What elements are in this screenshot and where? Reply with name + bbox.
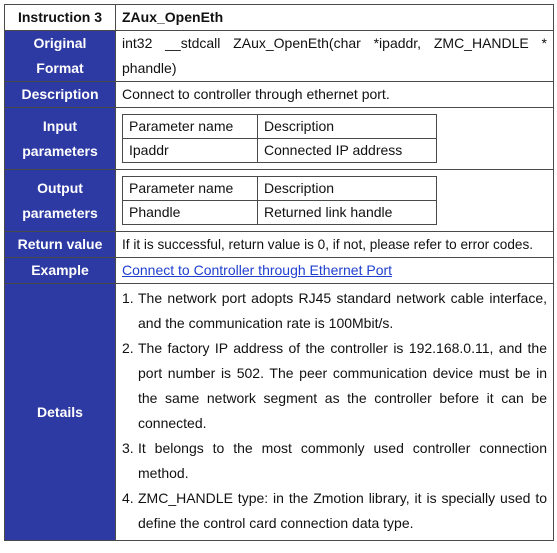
output-parameters-label: [5, 170, 116, 232]
output-parameters-table: [122, 176, 437, 225]
format-label-line1: Original: [33, 35, 87, 51]
output-header-description: Description: [258, 177, 437, 201]
output-param-name: Phandle: [123, 201, 258, 225]
output-parameters-row: [5, 170, 554, 232]
input-label-line2: parameters: [22, 142, 98, 159]
details-label: Details: [5, 284, 116, 541]
details-row: [5, 284, 554, 541]
details-item-text: It belongs to the most commonly used controller connection method.: [138, 440, 547, 481]
output-parameters-cell: [116, 170, 554, 232]
input-header-description: Description: [258, 115, 437, 139]
description-label: Description: [5, 82, 116, 108]
details-cell: [116, 284, 554, 541]
example-row: [5, 258, 554, 284]
input-header-name: Parameter name: [123, 115, 258, 139]
input-parameters-row: [5, 108, 554, 170]
format-row: [5, 31, 554, 82]
details-item: [122, 486, 547, 536]
details-item-number: 4.: [122, 490, 134, 506]
input-header-row: [123, 115, 437, 139]
description-row: [5, 82, 554, 108]
example-cell: [116, 258, 554, 284]
input-param-description: Connected IP address: [258, 139, 437, 163]
details-item: [122, 336, 547, 436]
details-item: [122, 436, 547, 486]
details-item-number: 1.: [122, 290, 134, 306]
details-item: [122, 286, 547, 336]
input-label-line1: Input: [42, 117, 78, 134]
example-link[interactable]: Connect to Controller through Ethernet Port: [122, 262, 393, 278]
description-value: Connect to controller through ethernet port.: [116, 82, 554, 108]
details-item-text: The network port adopts RJ45 standard network cable interface, and the communication rate is 100Mbit/s.: [138, 290, 547, 331]
output-header-row: [123, 177, 437, 201]
output-label-line2: parameters: [22, 204, 98, 221]
return-value-text: If it is successful, return value is 0, if not, please refer to error codes.: [116, 232, 554, 258]
format-label-line2: Format: [36, 60, 84, 76]
details-list: [116, 284, 553, 540]
output-header-name: Parameter name: [123, 177, 258, 201]
example-label: Example: [5, 258, 116, 284]
instruction-row: [5, 5, 554, 31]
return-value-label: Return value: [5, 232, 116, 258]
return-value-row: [5, 232, 554, 258]
input-parameters-table: [122, 114, 437, 163]
output-param-row: [123, 201, 437, 225]
output-label-line1: Output: [37, 179, 83, 196]
details-item-number: 3.: [122, 440, 134, 456]
details-item-text: The factory IP address of the controller is 192.168.0.11, and the port number is 502. The peer communication device must be in the same network segment as the controller before it can be connected.: [138, 340, 547, 431]
input-param-name: Ipaddr: [123, 139, 258, 163]
input-parameters-label: [5, 108, 116, 170]
output-param-description: Returned link handle: [258, 201, 437, 225]
format-value: int32 __stdcall ZAux_OpenEth(char *ipaddr, ZMC_HANDLE * phandle): [116, 31, 554, 82]
api-reference-table: [4, 4, 554, 541]
instruction-name: ZAux_OpenEth: [116, 5, 554, 31]
details-item-text: ZMC_HANDLE type: in the Zmotion library, it is specially used to define the control card connection data type.: [138, 490, 547, 531]
format-label: [5, 31, 116, 82]
details-item-number: 2.: [122, 340, 134, 356]
instruction-label: Instruction 3: [5, 5, 116, 31]
input-param-row: [123, 139, 437, 163]
input-parameters-cell: [116, 108, 554, 170]
